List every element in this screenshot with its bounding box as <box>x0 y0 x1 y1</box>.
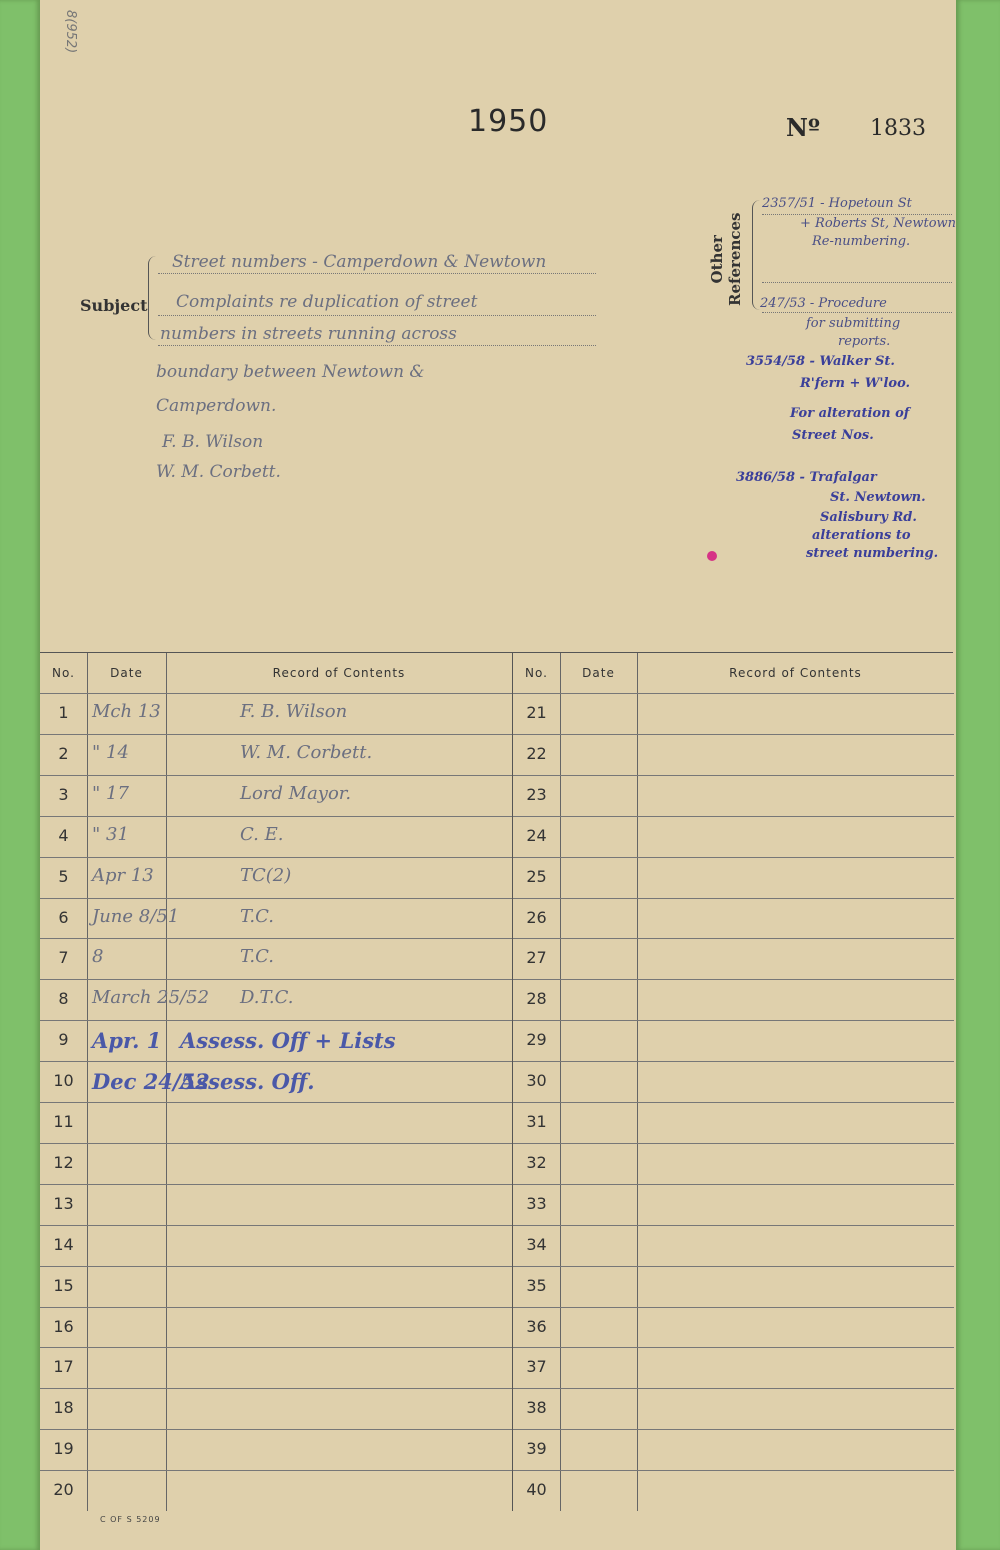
row-rule <box>513 1061 954 1062</box>
row-number: 18 <box>53 1398 74 1418</box>
row-number: 13 <box>53 1193 74 1213</box>
row-number: 40 <box>526 1480 547 1500</box>
subject-label: Subject <box>80 296 148 315</box>
header-record: Record of Contents <box>729 666 862 680</box>
reference-entry: for submitting <box>806 316 901 331</box>
row-number: 2 <box>58 743 69 763</box>
row-rule <box>513 734 954 735</box>
row-rule <box>513 1347 954 1348</box>
row-rule <box>513 1102 954 1103</box>
reference-entry: 2357/51 - Hopetoun St <box>762 196 912 211</box>
row-date: Apr 13 <box>92 864 154 886</box>
reference-rule <box>762 282 952 283</box>
header-date: Date <box>582 666 615 680</box>
row-number: 8 <box>58 989 69 1009</box>
row-number: 28 <box>526 989 547 1009</box>
row-rule <box>513 775 954 776</box>
subject-line-7: W. M. Corbett. <box>156 462 281 482</box>
row-number: 7 <box>58 948 69 968</box>
register-right-half <box>512 653 954 1511</box>
row-number: 14 <box>53 1234 74 1254</box>
subject-line-1: Street numbers - Camperdown & Newtown <box>172 252 547 272</box>
row-number: 25 <box>526 866 547 886</box>
row-number: 10 <box>53 1071 74 1091</box>
row-rule <box>40 1470 512 1471</box>
header-record: Record of Contents <box>272 666 406 680</box>
row-number: 17 <box>53 1357 74 1377</box>
header-date: Date <box>110 666 143 680</box>
form-code: C OF S 5209 <box>100 1515 161 1524</box>
row-rule <box>513 693 954 694</box>
row-rule <box>40 979 512 980</box>
column-divider <box>637 653 638 1511</box>
row-number: 36 <box>526 1316 547 1336</box>
row-number: 6 <box>58 907 69 927</box>
file-year: 1950 <box>468 104 549 139</box>
row-number: 5 <box>58 866 69 886</box>
row-number: 12 <box>53 1152 74 1172</box>
row-rule <box>40 1347 512 1348</box>
row-rule <box>513 1184 954 1185</box>
subject-line-5: Camperdown. <box>156 396 277 416</box>
row-rule <box>513 938 954 939</box>
column-divider <box>560 653 561 1511</box>
left-binding-tape <box>0 0 40 1550</box>
row-number: 29 <box>526 1030 547 1050</box>
header-no: No. <box>525 666 548 680</box>
row-rule <box>40 857 512 858</box>
row-date: " 17 <box>92 782 129 804</box>
row-date: Apr. 1 <box>92 1028 162 1054</box>
other-references-label <box>708 213 744 306</box>
row-rule <box>40 1225 512 1226</box>
row-record: D.T.C. <box>240 987 294 1009</box>
row-number: 19 <box>53 1439 74 1459</box>
row-number: 9 <box>58 1030 69 1050</box>
file-number: 1833 <box>870 116 926 141</box>
row-number: 22 <box>526 743 547 763</box>
header-no: No. <box>52 666 75 680</box>
subject-rule <box>158 314 596 316</box>
row-record: TC(2) <box>240 864 292 886</box>
subject-line-2: Complaints re duplication of street <box>176 292 478 312</box>
row-number: 23 <box>526 784 547 804</box>
reference-entry: + Roberts St, Newtown <box>800 216 957 231</box>
row-date: Mch 13 <box>92 701 161 722</box>
row-rule <box>513 1388 954 1389</box>
row-record: T.C. <box>240 946 274 968</box>
row-rule <box>40 693 512 694</box>
row-date: Dec 24/52 <box>92 1069 210 1095</box>
row-number: 20 <box>53 1480 74 1500</box>
row-rule <box>513 857 954 858</box>
reference-rule <box>762 214 952 215</box>
row-date: June 8/51 <box>92 905 180 927</box>
row-record: Assess. Off. <box>180 1069 315 1095</box>
other-references-label-line2: References <box>726 212 744 306</box>
row-date: March 25/52 <box>92 987 210 1009</box>
reference-entry: reports. <box>838 334 891 349</box>
row-rule <box>513 979 954 980</box>
row-number: 15 <box>53 1275 74 1295</box>
row-rule <box>40 1061 512 1062</box>
row-number: 37 <box>526 1357 547 1377</box>
row-rule <box>513 1225 954 1226</box>
row-number: 35 <box>526 1275 547 1295</box>
row-number: 4 <box>58 825 69 845</box>
record-register <box>40 652 953 1513</box>
subject-rule <box>158 344 596 346</box>
row-rule <box>40 1143 512 1144</box>
row-rule <box>40 1266 512 1267</box>
register-left-half <box>40 653 512 1511</box>
row-number: 33 <box>526 1193 547 1213</box>
subject-rule <box>158 272 596 274</box>
row-number: 32 <box>526 1152 547 1172</box>
reference-entry: alterations to <box>812 528 911 543</box>
reference-entry: St. Newtown. <box>830 490 926 505</box>
reference-entry: R'fern + W'loo. <box>800 376 911 391</box>
corner-note: 8(952) <box>63 10 78 54</box>
reference-entry: Re-numbering. <box>812 234 911 249</box>
row-rule <box>513 1266 954 1267</box>
row-record: Lord Mayor. <box>240 782 352 804</box>
row-rule <box>40 1184 512 1185</box>
reference-entry: For alteration of <box>790 406 910 421</box>
row-rule <box>40 775 512 776</box>
references-brace <box>752 200 761 310</box>
reference-entry: 3554/58 - Walker St. <box>746 354 895 369</box>
reference-entry: 247/53 - Procedure <box>760 296 887 311</box>
row-rule <box>40 1102 512 1103</box>
row-rule <box>40 816 512 817</box>
row-rule <box>513 1429 954 1430</box>
subject-line-3: numbers in streets running across <box>160 324 457 344</box>
row-rule <box>40 1429 512 1430</box>
row-rule <box>40 898 512 899</box>
row-rule <box>513 1307 954 1308</box>
number-label: Nº <box>786 113 820 142</box>
reference-entry: 3886/58 - Trafalgar <box>736 470 877 485</box>
row-number: 27 <box>526 948 547 968</box>
row-rule <box>513 898 954 899</box>
row-record: W. M. Corbett. <box>240 741 373 763</box>
row-number: 3 <box>58 784 69 804</box>
row-number: 24 <box>526 825 547 845</box>
reference-entry: Salisbury Rd. <box>820 510 917 525</box>
row-rule <box>40 734 512 735</box>
row-date: " 14 <box>92 741 129 763</box>
reference-entry: Street Nos. <box>792 428 874 443</box>
row-date: " 31 <box>92 823 129 845</box>
row-record: Assess. Off + Lists <box>180 1028 396 1054</box>
row-number: 30 <box>526 1071 547 1091</box>
row-record: C. E. <box>240 823 284 845</box>
other-references-label-line1: Other <box>708 235 726 284</box>
row-number: 39 <box>526 1439 547 1459</box>
row-number: 16 <box>53 1316 74 1336</box>
subject-line-4: boundary between Newtown & <box>156 362 425 382</box>
row-rule <box>40 1020 512 1021</box>
row-number: 11 <box>53 1112 74 1131</box>
subject-brace <box>148 256 157 340</box>
row-rule <box>513 1020 954 1021</box>
row-number: 26 <box>526 907 547 927</box>
subject-line-6: F. B. Wilson <box>162 432 264 452</box>
row-rule <box>513 1143 954 1144</box>
row-rule <box>40 938 512 939</box>
reference-entry: street numbering. <box>806 546 939 561</box>
row-rule <box>40 1388 512 1389</box>
row-date: 8 <box>92 946 104 968</box>
row-rule <box>513 1470 954 1471</box>
row-number: 1 <box>58 703 69 722</box>
row-rule <box>40 1307 512 1308</box>
reference-rule <box>762 312 952 313</box>
row-record: T.C. <box>240 905 274 927</box>
row-number: 38 <box>526 1398 547 1418</box>
ink-spot <box>707 551 717 561</box>
row-number: 34 <box>526 1234 547 1254</box>
row-record: F. B. Wilson <box>240 701 348 722</box>
right-binding-tape <box>956 0 1000 1550</box>
row-number: 31 <box>526 1112 547 1131</box>
column-divider <box>87 653 88 1511</box>
row-number: 21 <box>526 703 547 722</box>
row-rule <box>513 816 954 817</box>
